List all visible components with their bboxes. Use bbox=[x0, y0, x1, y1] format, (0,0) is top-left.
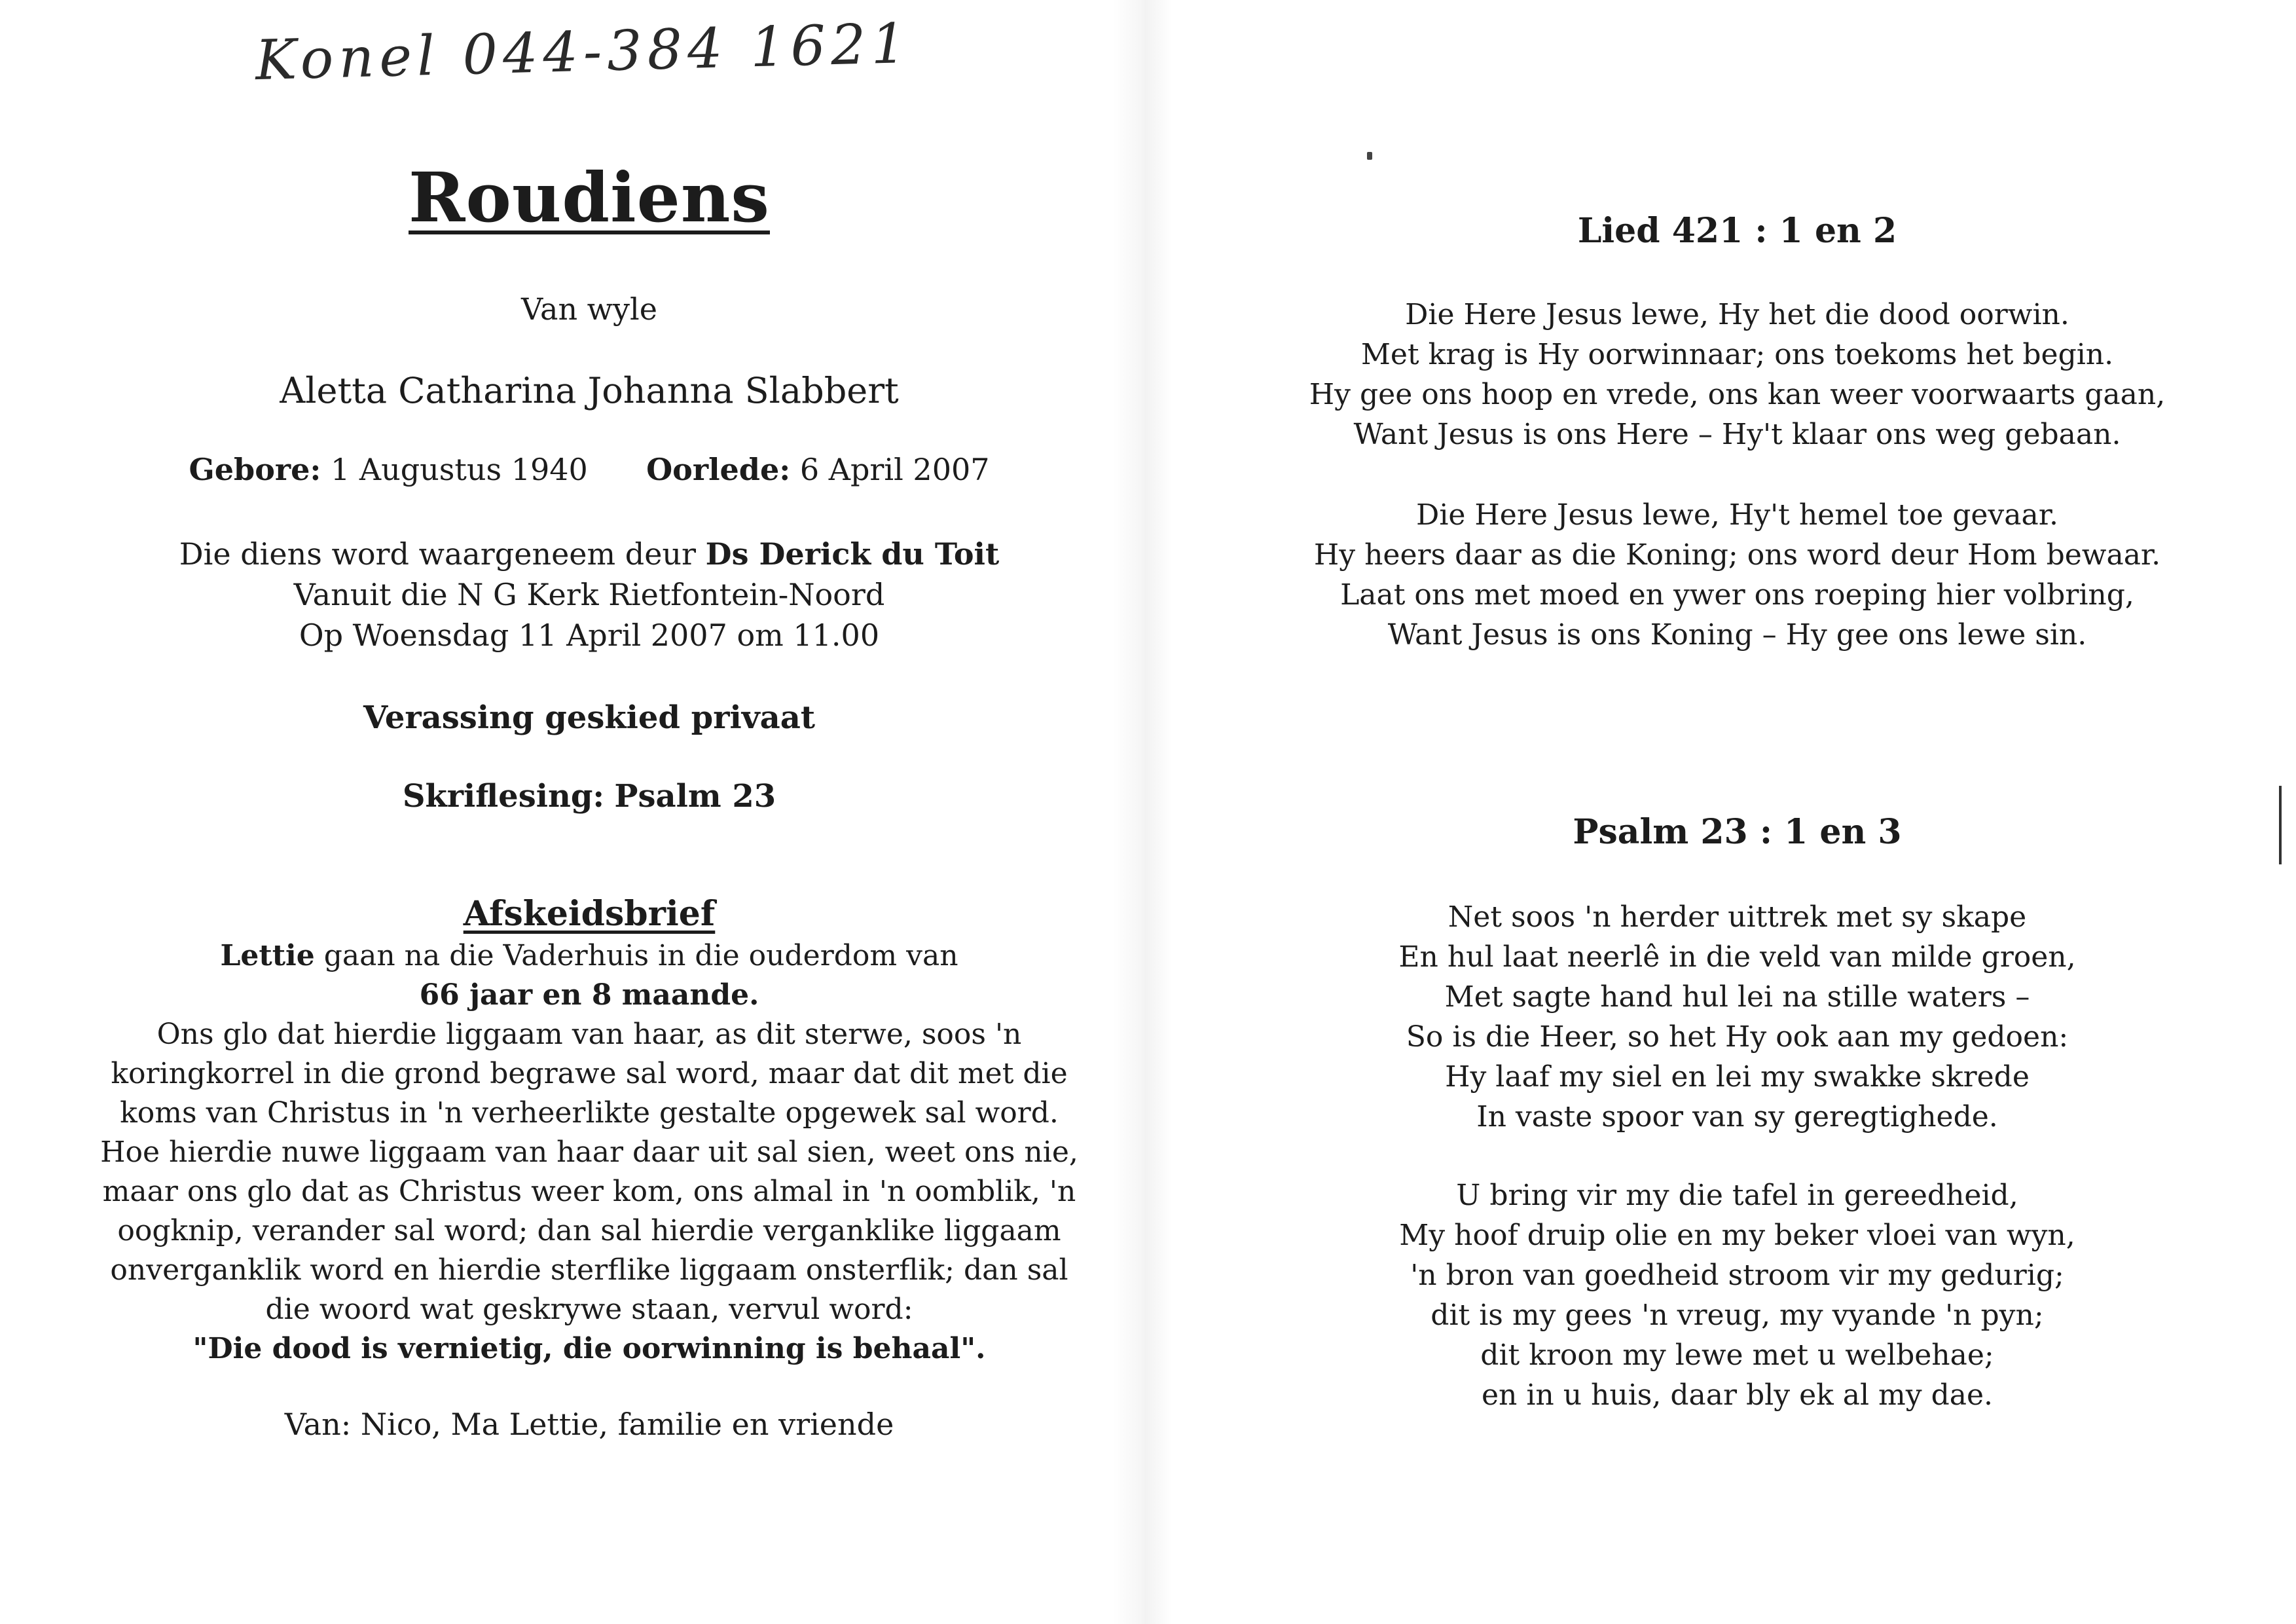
hymn2-verse-1 bbox=[1178, 897, 2296, 1137]
hymn1-heading: Lied 421 : 1 en 2 bbox=[1577, 211, 1897, 251]
letter-line: oogknip, verander sal word; dan sal hierdie verganklike liggaam bbox=[117, 1214, 1061, 1247]
died-label: Oorlede: bbox=[646, 452, 791, 487]
intro-text: Van wyle bbox=[521, 291, 657, 327]
deceased-name: Aletta Catharina Johanna Slabbert bbox=[280, 370, 899, 411]
letter-signoff: Van: Nico, Ma Lettie, familie en vriende bbox=[284, 1407, 894, 1442]
service-line-2: Vanuit die N G Kerk Rietfontein-Noord bbox=[293, 577, 885, 612]
letter-line: Hoe hierdie nuwe liggaam van haar daar uit sal sien, weet ons nie, bbox=[100, 1135, 1078, 1169]
service-details bbox=[0, 534, 1178, 655]
born-label: Gebore: bbox=[189, 452, 321, 487]
letter-line: koms van Christus in 'n verheerlikte gestalte opgewek sal word. bbox=[120, 1096, 1059, 1130]
verse-line: Net soos 'n herder uittrek met sy skape bbox=[1448, 900, 2027, 934]
dates-row bbox=[0, 452, 1178, 487]
born-date: 1 Augustus 1940 bbox=[331, 452, 588, 487]
verse-line: 'n bron van goedheid stroom vir my gedurig; bbox=[1410, 1259, 2064, 1292]
verse-line: Met krag is Hy oorwinnaar; ons toekoms het begin. bbox=[1360, 338, 2114, 371]
verse-line: Die Here Jesus lewe, Hy het die dood oorwin. bbox=[1405, 298, 2069, 331]
service-line-1 bbox=[0, 534, 1178, 574]
letter-line-text: gaan na die Vaderhuis in die ouderdom van bbox=[314, 939, 958, 972]
verse-line: En hul laat neerlê in die veld van milde groen, bbox=[1398, 940, 2076, 974]
verse-line: U bring vir my die tafel in gereedheid, bbox=[1456, 1179, 2018, 1212]
verse-line: Want Jesus is ons Here – Hy't klaar ons weg gebaan. bbox=[1353, 418, 2121, 451]
verse-line: Hy heers daar as die Koning; ons word deur Hom bewaar. bbox=[1313, 538, 2161, 572]
letter-line: Ons glo dat hierdie liggaam van haar, as dit sterwe, soos 'n bbox=[156, 1018, 1022, 1051]
service-line-1-text: Die diens word waargeneem deur bbox=[179, 536, 706, 572]
service-line-3: Op Woensdag 11 April 2007 om 11.00 bbox=[299, 618, 880, 653]
hymn2-verse-2 bbox=[1178, 1175, 2296, 1415]
verse-line: Want Jesus is ons Koning – Hy gee ons lewe sin. bbox=[1387, 618, 2087, 652]
verse-line: dit is my gees 'n vreug, my vyande 'n pyn; bbox=[1430, 1299, 2044, 1332]
right-panel bbox=[1178, 0, 2296, 1624]
letter-line: koringkorrel in die grond begrawe sal word, maar dat dit met die bbox=[111, 1057, 1068, 1090]
letter-name: Lettie bbox=[220, 939, 315, 972]
handwritten-phone-note: Konel 044-384 1621 bbox=[254, 10, 913, 93]
verse-line: Met sagte hand hul lei na stille waters – bbox=[1444, 980, 2030, 1014]
letter-line: onverganklik word en hierdie sterflike liggaam onsterflik; dan sal bbox=[110, 1253, 1068, 1287]
verse-line: dit kroon my lewe met u welbehae; bbox=[1480, 1338, 1994, 1372]
letter-age: 66 jaar en 8 maande. bbox=[419, 978, 759, 1012]
farewell-letter bbox=[0, 936, 1178, 1369]
reading-value: Psalm 23 bbox=[614, 778, 776, 815]
hymn1-verse-1 bbox=[1178, 295, 2296, 454]
hymn2-heading: Psalm 23 : 1 en 3 bbox=[1573, 812, 1902, 852]
verse-line: So is die Heer, so het Hy ook aan my gedoen: bbox=[1406, 1020, 2069, 1054]
verse-line: en in u huis, daar bly ek al my dae. bbox=[1481, 1378, 1994, 1412]
letter-quote: "Die dood is vernietig, die oorwinning is behaal". bbox=[192, 1332, 986, 1365]
verse-line: Hy gee ons hoop en vrede, ons kan weer voorwaarts gaan, bbox=[1309, 378, 2166, 411]
scripture-reading bbox=[0, 778, 1178, 815]
verse-line: Die Here Jesus lewe, Hy't hemel toe gevaar. bbox=[1416, 498, 2058, 532]
reading-label: Skriflesing: bbox=[402, 778, 605, 815]
letter-line: maar ons glo dat as Christus weer kom, ons almal in 'n oomblik, 'n bbox=[102, 1175, 1076, 1208]
hymn1-verse-2 bbox=[1178, 495, 2296, 655]
page-title: Roudiens bbox=[409, 157, 770, 238]
letter-heading: Afskeidsbrief bbox=[463, 894, 716, 934]
died-date: 6 April 2007 bbox=[799, 452, 990, 487]
verse-line: My hoof druip olie en my beker vloei van wyn, bbox=[1399, 1219, 2075, 1252]
cremation-note: Verassing geskied privaat bbox=[363, 699, 815, 736]
letter-line bbox=[0, 936, 1178, 976]
verse-line: Hy laaf my siel en lei my swakke skrede bbox=[1445, 1060, 2030, 1094]
verse-line: In vaste spoor van sy geregtighede. bbox=[1476, 1100, 1998, 1134]
letter-line: die woord wat geskrywe staan, vervul word: bbox=[265, 1293, 913, 1326]
verse-line: Laat ons met moed en ywer ons roeping hier volbring, bbox=[1340, 578, 2134, 612]
minister-name: Ds Derick du Toit bbox=[705, 536, 1000, 572]
